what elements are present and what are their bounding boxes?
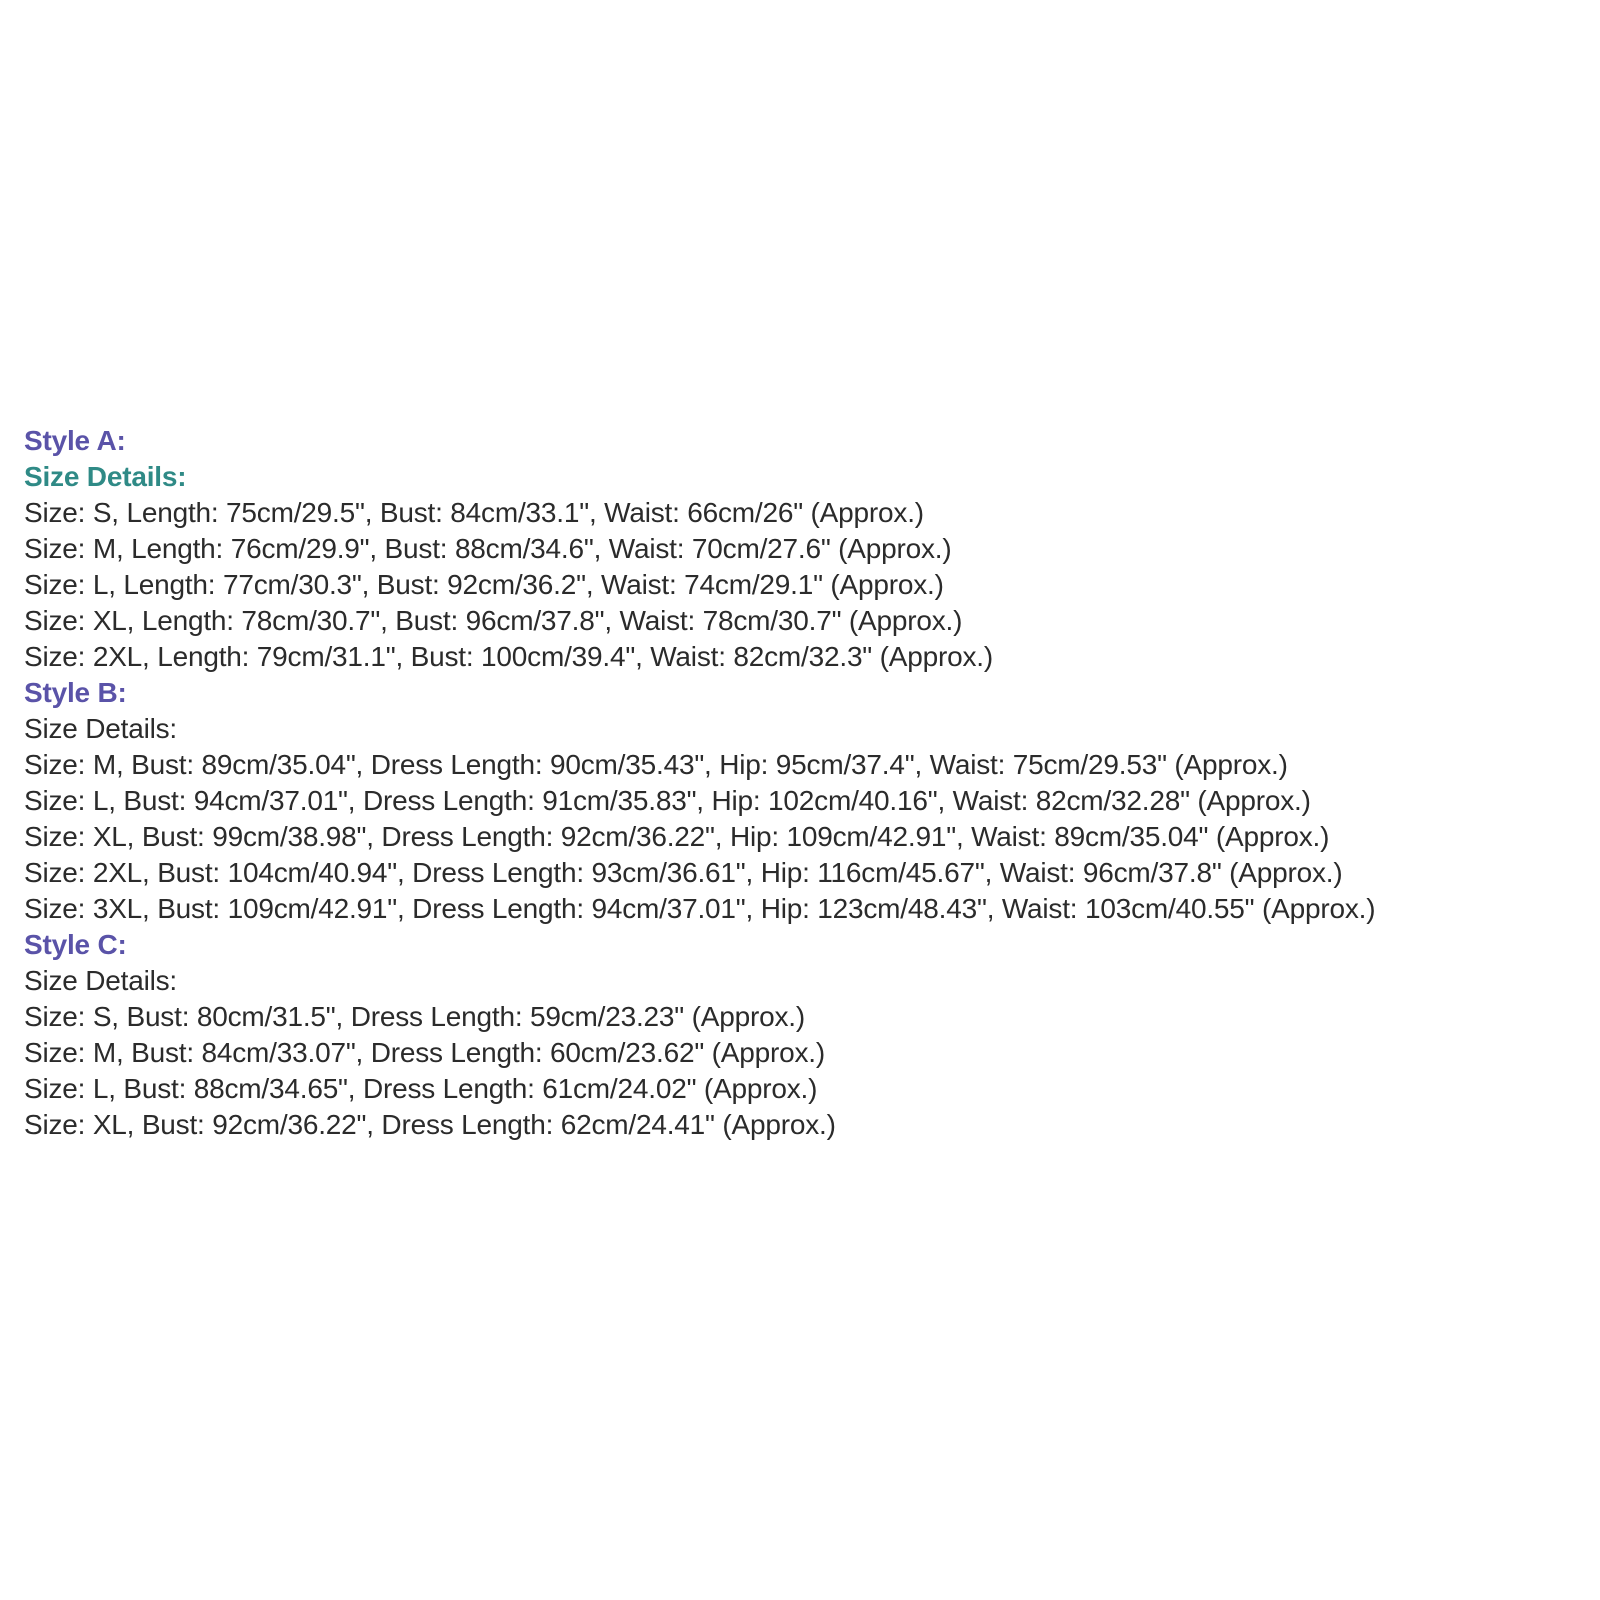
style-c-size-details-heading: Size Details: [24,965,178,996]
style-c-size-row: Size: L, Bust: 88cm/34.65", Dress Length: 61cm/24.02" (Approx.) [24,1073,818,1104]
style-b-size-row: Size: L, Bust: 94cm/37.01", Dress Length: 91cm/35.83", Hip: 102cm/40.16", Waist: 82cm/32.28" (Approx.) [24,785,1311,816]
style-c-size-row: Size: S, Bust: 80cm/31.5", Dress Length: 59cm/23.23" (Approx.) [24,1001,805,1032]
style-a-heading: Style A: [24,425,126,456]
style-a-size-row: Size: S, Length: 75cm/29.5", Bust: 84cm/33.1", Waist: 66cm/26" (Approx.) [24,497,924,528]
style-b-size-row: Size: 3XL, Bust: 109cm/42.91", Dress Length: 94cm/37.01", Hip: 123cm/48.43", Waist: 103cm/40.55" (Approx.) [24,893,1376,924]
style-c-heading: Style C: [24,929,127,960]
style-b-size-row: Size: M, Bust: 89cm/35.04", Dress Length: 90cm/35.43", Hip: 95cm/37.4", Waist: 75cm/29.53" (Approx.) [24,749,1288,780]
style-b-heading: Style B: [24,677,127,708]
style-a-size-details-heading: Size Details: [24,461,187,492]
style-b-size-details-heading: Size Details: [24,713,178,744]
style-a-size-row: Size: XL, Length: 78cm/30.7", Bust: 96cm/37.8", Waist: 78cm/30.7" (Approx.) [24,605,963,636]
style-a-size-row: Size: L, Length: 77cm/30.3", Bust: 92cm/36.2", Waist: 74cm/29.1" (Approx.) [24,569,944,600]
style-c-size-row: Size: M, Bust: 84cm/33.07", Dress Length: 60cm/23.62" (Approx.) [24,1037,825,1068]
style-b-size-row: Size: 2XL, Bust: 104cm/40.94", Dress Length: 93cm/36.61", Hip: 116cm/45.67", Waist: 96cm/37.8" (Approx.) [24,857,1343,888]
size-details-text [24,423,1584,1143]
style-a-size-row: Size: 2XL, Length: 79cm/31.1", Bust: 100cm/39.4", Waist: 82cm/32.3" (Approx.) [24,641,993,672]
style-a-size-row: Size: M, Length: 76cm/29.9", Bust: 88cm/34.6", Waist: 70cm/27.6" (Approx.) [24,533,952,564]
style-c-size-row: Size: XL, Bust: 92cm/36.22", Dress Length: 62cm/24.41" (Approx.) [24,1109,836,1140]
style-b-size-row: Size: XL, Bust: 99cm/38.98", Dress Length: 92cm/36.22", Hip: 109cm/42.91", Waist: 89cm/35.04" (Approx.) [24,821,1330,852]
